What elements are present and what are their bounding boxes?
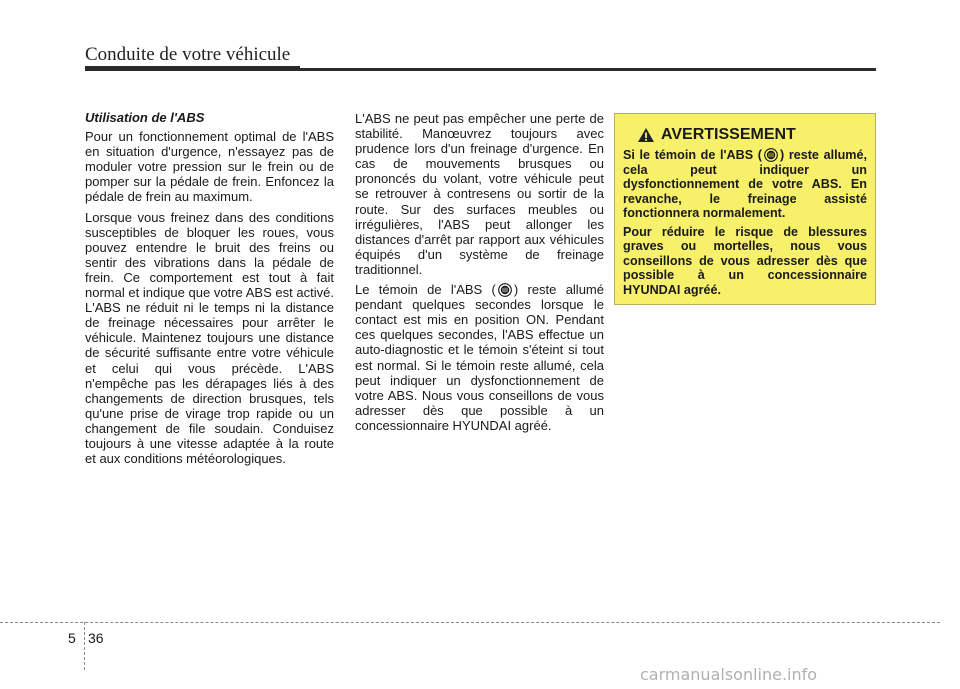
warning-triangle-icon bbox=[637, 127, 655, 143]
warning-paragraph bbox=[623, 148, 867, 221]
abs-warning-icon bbox=[498, 283, 512, 297]
warning-text: ) reste allumé, cela peut indiquer un dysfonctionnement de votre ABS. En revanche, le freinage assisté fonctionnera normalement. bbox=[623, 148, 867, 220]
paragraph-text: ) reste allumé pendant quelques secondes lorsque le contact est mis en position ON. Pendant ces quelques secondes, l'ABS effectue un auto-diagnostic et le témoin s'éteint si tout est normal. Si le témoin reste allumé, cela peut indiquer un dysfonctionnement de votre ABS. Nous vous conseillons de vous adresser dès que possible à un concessionnaire HYUNDAI agréé. bbox=[355, 282, 604, 433]
header-rule bbox=[85, 68, 876, 71]
paragraph: Pour un fonctionnement optimal de l'ABS en situation d'urgence, n'essayez pas de moduler votre pression sur le frein ou de pomper sur la pédale de frein. Enfoncez la pédale de frein au maximum. bbox=[85, 129, 334, 205]
footer-divider bbox=[84, 622, 85, 670]
footer-rule bbox=[0, 622, 940, 623]
paragraph bbox=[355, 282, 604, 433]
paragraph: Lorsque vous freinez dans des conditions susceptibles de bloquer les roues, vous pouvez entendre le bruit des freins ou sentir des vibrations dans la pédale de frein. Ce comportement est tout à fait normal et indique que votre ABS est activé. L'ABS ne réduit ni le temps ni la distance de freinage nécessaires pour arrêter le véhicule. Maintenez toujours une distance de sécurité suffisante entre votre véhicule et celui qui vous précède. L'ABS n'empêche pas les dérapages liés à des changements de direction brusques, tels qu'une prise de virage trop rapide ou un changement de file soudain. Conduisez toujours à une vitesse adaptée à la route et aux conditions météorologiques. bbox=[85, 209, 334, 467]
warning-paragraph: Pour réduire le risque de blessures graves ou mortelles, nous vous conseillons de vous adresser dès que possible à un concessionnaire HYUNDAI agréé. bbox=[623, 224, 867, 297]
abs-warning-icon bbox=[764, 148, 778, 162]
warning-box bbox=[614, 113, 876, 305]
page-number: 36 bbox=[88, 630, 104, 646]
text-column-left bbox=[85, 110, 334, 471]
section-subheading: Utilisation de l'ABS bbox=[85, 110, 205, 125]
warning-title-text: AVERTISSEMENT bbox=[661, 126, 796, 143]
page-header-title: Conduite de votre véhicule bbox=[85, 44, 291, 65]
warning-title bbox=[623, 126, 867, 144]
warning-text: Si le témoin de l'ABS ( bbox=[623, 148, 762, 162]
paragraph: L'ABS ne peut pas empêcher une perte de stabilité. Manœuvrez toujours avec prudence lors d'un freinage d'urgence. En cas de mouvements brusques ou prononcés du volant, votre véhicule peut se retrouver à contresens ou sortir de la route. Sur des surfaces meubles ou irrégulières, l'ABS peut allonger les distances d'arrêt par rapport aux véhicules équipés d'un système de freinage traditionnel. bbox=[355, 111, 604, 277]
text-column-middle bbox=[355, 111, 604, 438]
chapter-number: 5 bbox=[68, 630, 76, 646]
paragraph-text: Le témoin de l'ABS ( bbox=[355, 282, 496, 298]
watermark: carmanualsonline.info bbox=[640, 665, 818, 684]
